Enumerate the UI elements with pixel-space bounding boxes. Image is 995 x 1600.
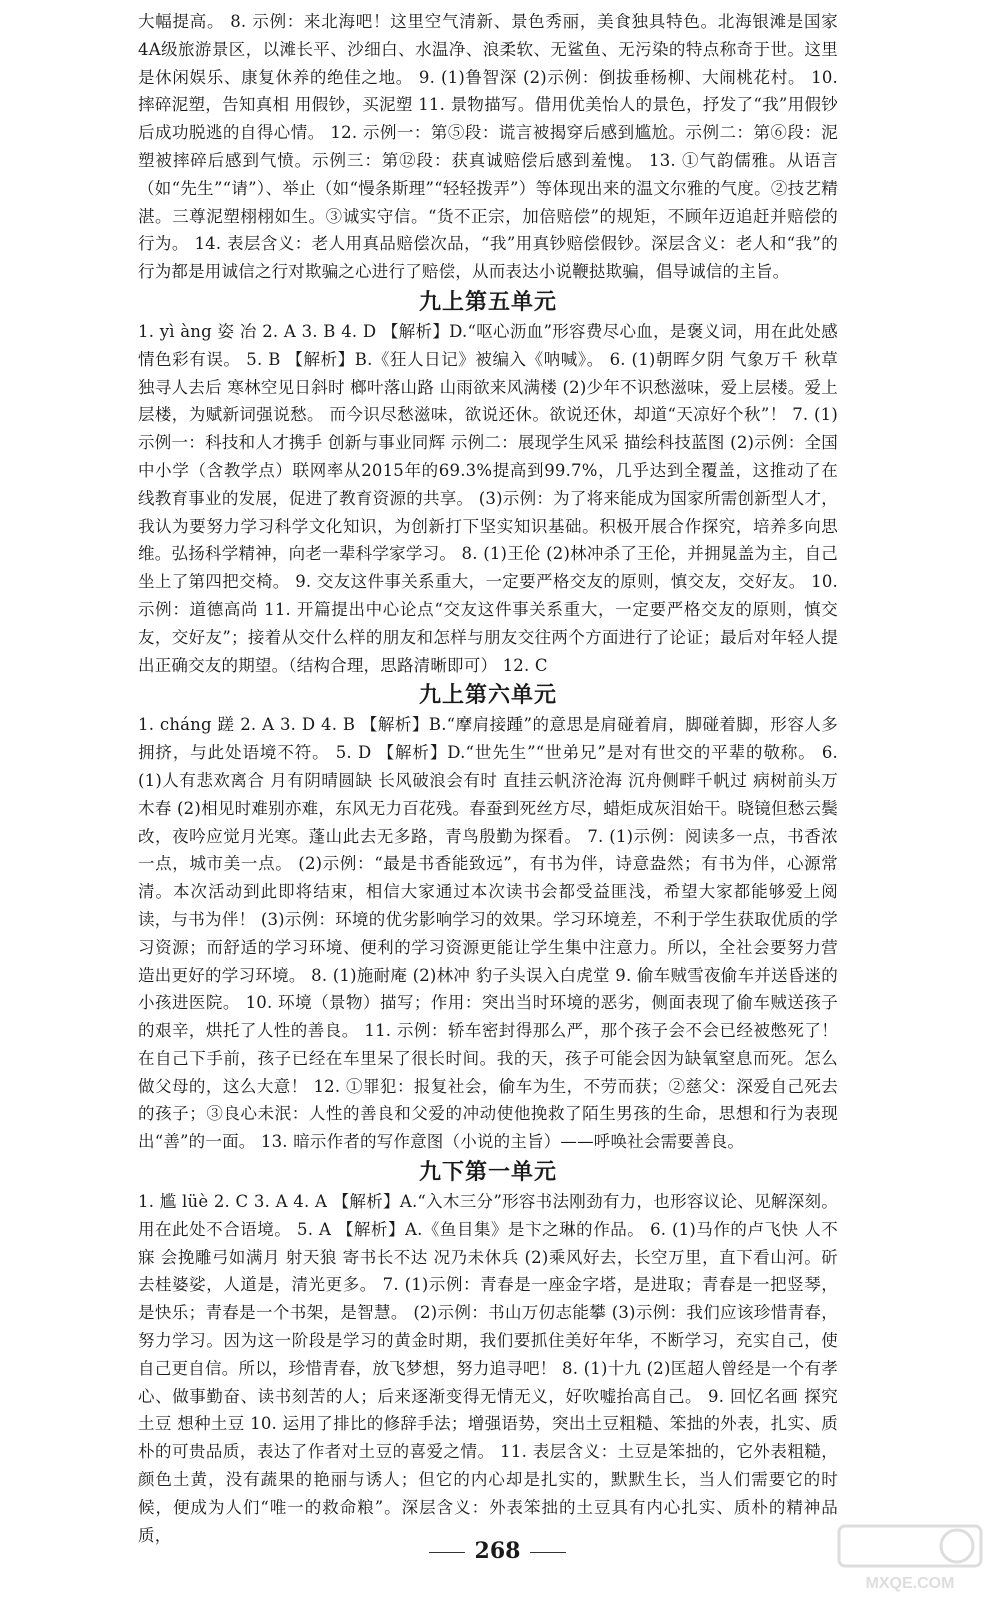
section-title-jiushang-6: 九上第六单元 — [418, 683, 557, 709]
page-number-right-dash — [530, 1552, 566, 1553]
answer-key-page — [138, 8, 838, 1549]
section-title-jiuxia-1: 九下第一单元 — [418, 1160, 557, 1186]
section-2-text: 1. cháng 蹉 2. A 3. D 4. B 【解析】B.“摩肩接踵”的意思是肩碰着肩，脚碰着脚，形容人多拥挤，与此处语境不符。 5. D 【解析】D.“世先生”“世弟兄”是对有世交的平辈的敬称。 6. (1)人有悲欢离合 月有阴晴圆缺 长风破浪会有时 直挂云帆济沧海 沉舟侧畔千帆过 病树前头万木春 (2)相见时难别亦难，东风无力百花残。春蚕到死丝方尽，蜡炬成灰泪始干。晓镜但愁云鬓改，夜吟应觉月光寒。蓬山此去无多路，青鸟殷勤为探看。 7. (1)示例：阅读多一点，书香浓一点，城市美一点。 (2)示例：“最是书香能致远”，有书为伴，诗意盎然；有书为伴，心源常清。本次活动到此即将结束，相信大家通过本次读书会都受益匪浅，希望大家都能够爱上阅读，与书为伴！ (3)示例：环境的优劣影响学习的效果。学习环境差，不利于学生获取优质的学习资源；而舒适的学习环境、便利的学习资源更能让学生集中注意力。所以，全社会要努力营造出更好的学习环境。 8. (1)施耐庵 (2)林冲 豹子头误入白虎堂 9. 偷车贼雪夜偷车并送昏迷的小孩进医院。 10. 环境（景物）描写；作用：突出当时环境的恶劣，侧面表现了偷车贼送孩子的艰辛，烘托了人性的善良。 11. 示例：轿车密封得那么严，那个孩子会不会已经被憋死了！在自己下手前，孩子已经在车里呆了很长时间。我的天，孩子可能会因为缺氧窒息而死。怎么做父母的，这么大意！ 12. ①罪犯：报复社会，偷车为生，不劳而获；②慈父：深爱自己死去的孩子；③良心未泯：人性的善良和父爱的冲动使他挽救了陌生男孩的生命，思想和行为表现出“善”的一面。 13. 暗示作者的写作意图（小说的主旨）——呼唤社会需要善良。 — [138, 715, 838, 1152]
section-1-text: 1. yì àng 姿 冶 2. A 3. B 4. D 【解析】D.“呕心沥血”形容费尽心血，是褒义词，用在此处感情色彩有误。 5. B 【解析】B.《狂人日记》被编入《呐喊》。 6. (1)朝晖夕阴 气象万千 秋草独寻人去后 寒林空见日斜时 榔叶落山路 山雨欲来风满楼 (2)少年不识愁滋味，爱上层楼。爱上层楼，为赋新词强说愁。 而今识尽愁滋味，欲说还休。欲说还休，却道“天凉好个秋”！ 7. (1)示例一：科技和人才携手 创新与事业同辉 示例二：展现学生风采 描绘科技蓝图 (2)示例：全国中小学（含教学点）联网率从2015年的69.3%提高到99.7%，几乎达到全覆盖，这推动了在线教育事业的发展，促进了教育资源的共享。 (3)示例：为了将来能成为国家所需创新型人才，我认为要努力学习科学文化知识，为创新打下坚实知识基础。积极开展合作探究，培养多向思维。弘扬科学精神，向老一辈科学家学习。 8. (1)王伦 (2)林冲杀了王伦，并拥晁盖为主，自己坐上了第四把交椅。 9. 交友这件事关系重大，一定要严格交友的原则，慎交友，交好友。 10. 示例：道德高尚 11. 开篇提出中心论点“交友这件事关系重大，一定要严格交友的原则，慎交友，交好友”；接着从交什么样的朋友和怎样与朋友交往两个方面进行了论证；最后对年轻人提出正确交友的期望。（结构合理，思路清晰即可） 12. C — [138, 321, 838, 675]
watermark-text: MXQE.COM — [865, 1575, 955, 1592]
page-number-value: 268 — [474, 1538, 521, 1564]
section-3-text: 1. 尴 lüè 2. C 3. A 4. A 【解析】A.“入木三分”形容书法刚劲有力，也形容议论、见解深刻。用在此处不合语境。 5. A 【解析】A.《鱼目集》是卞之琳的作品。 6. (1)马作的卢飞快 人不寐 会挽雕弓如满月 射天狼 寄书长不达 况乃未休兵 (2)乘风好去，长空万里，直下看山河。斫去桂婆娑，人道是，清光更多。 7. (1)示例：青春是一座金字塔，是进取；青春是一把竖琴，是快乐；青春是一个书架，是智慧。 (2)示例：书山万仞志能攀 (3)示例：我们应该珍惜青春，努力学习。因为这一阶段是学习的黄金时期，我们要抓住美好年华，不断学习，充实自己，使自己更自信。所以，珍惜青春，放飞梦想，努力追寻吧！ 8. (1)十九 (2)匡超人曾经是一个有孝心、做事勤奋、读书刻苦的人；后来逐渐变得无情无义，好吹嘘抬高自己。 9. 回忆名画 探究土豆 想种土豆 10. 运用了排比的修辞手法；增强语势，突出土豆粗糙、笨拙的外表，扎实、质朴的可贵品质，表达了作者对土豆的喜爱之情。 11. 表层含义：土豆是笨拙的，它外表粗糙，颜色土黄，没有蔬果的艳丽与诱人；但它的内心却是扎实的，默默生长，当人们需要它的时候，便成为人们“唯一的救命粮”。深层含义：外表笨拙的土豆具有内心扎实、质朴的精神品质， — [138, 1192, 838, 1545]
page-number-left-dash — [429, 1552, 465, 1553]
section-0-text: 大幅提高。 8. 示例：来北海吧！这里空气清新、景色秀丽，美食独具特色。北海银滩是国家4A级旅游景区，以滩长平、沙细白、水温净、浪柔软、无鲨鱼、无污染的特点称奇于世。这里是休闲娱乐、康复休养的绝佳之地。 9. (1)鲁智深 (2)示例：倒拔垂杨柳、大闹桃花村。 10. 摔碎泥塑，告知真相 用假钞，买泥塑 11. 景物描写。借用优美怡人的景色，抒发了“我”用假钞后成功脱逃的自得心情。 12. 示例一：第⑤段：谎言被揭穿后感到尴尬。示例二：第⑥段：泥塑被摔碎后感到气愤。示例三：第⑫段：获真诚赔偿后感到羞愧。 13. ①气韵儒雅。从语言（如“先生”“请”）、举止（如“慢条斯理”“轻轻拨弄”）等体现出来的温文尔雅的气度。②技艺精湛。三尊泥塑栩栩如生。③诚实守信。“货不正宗，加倍赔偿”的规矩，不顾年迈追赶并赔偿的行为。 14. 表层含义：老人用真品赔偿次品，“我”用真钞赔偿假钞。深层含义：老人和“我”的行为都是用诚信之行对欺骗之心进行了赔偿，从而表达小说鞭挞欺骗，倡导诚信的主旨。 — [138, 12, 838, 282]
watermark-logo — [835, 1522, 985, 1594]
section-title-jiushang-5: 九上第五单元 — [418, 289, 557, 315]
